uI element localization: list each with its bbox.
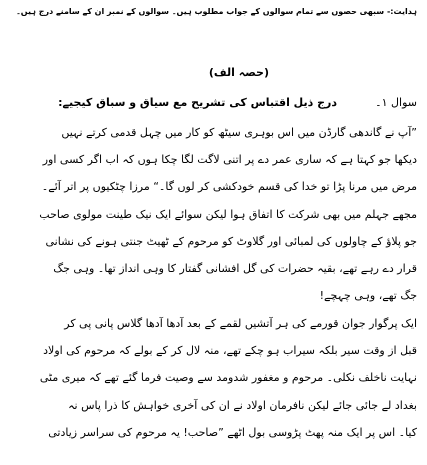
passage-line: جگ تھے، وہی چہچے! [319,289,417,302]
passage-line: ”آپ نے گاندھی گارڈن میں اس بوہری سیٹھ کو کار میں چہل قدمی کرتے نہیں [61,126,417,139]
passage-line: مجھے جہلم میں بھی شرکت کا اتفاق ہوا لیکن سوائے ایک نیک طینت مولوی صاحب [39,208,417,221]
section-heading: (حصہ الف) [208,66,269,79]
question-number: سوال ۱۔ [375,96,417,109]
passage-line: قرار دے رہے تھے، بقیہ حضرات کی گل افشانی گفتار کا وہی انداز تھا۔ وہی جگ [53,262,417,275]
passage-line: کیا۔ اس پر ایک منہ پھٹ پڑوسی بول اٹھے ”صاحب! یہ مرحوم کی سراسر زیادتی [48,426,417,439]
passage-line: قبل از وقت سیر بلکہ سیراب ہو چکے تھے، منہ لال کر کے بولے کہ مرحوم کی اولاد [43,344,417,357]
question-prompt: درج ذیل اقتباس کی تشریح مع سیاق و سباق کیجیے: [58,96,337,109]
passage-line: مرض میں مرنا پڑا تو خدا کی قسم خودکشی کر لوں گا۔“ مرزا چٹکیوں پر اتر آئے۔ [41,180,417,193]
passage-line: بغداد لے جائی جائے لیکن نافرمان اولاد نے ان کی آخری خواہش کا ذرا پاس نہ [68,399,417,412]
instructions-line: ہدایت:- سبھی حصوں سے تمام سوالوں کے جواب مطلوب ہیں۔ سوالوں کے نمبر ان کے سامنے درج ہیں۔ [16,7,417,16]
passage-line: جو پلاؤ کے چاولوں کی لمبائی اور گلاوٹ کو مرحوم کے ٹھیٹ جنتی ہونے کی نشانی [45,235,417,248]
passage-line: نہایت ناخلف نکلی۔ مرحوم و مغفور شدومد سے وصیت فرما گئے تھے کہ میری مٹی [39,371,417,384]
passage-line: دیکھا جو کہتا ہے کہ ساری عمر دے پر اتنی لاگت لگا چکا ہوں کہ اب اگر کسی اور [42,153,417,166]
passage-line: ایک پرگوار جوان قورمے کی ہر آتشیں لقمے کے بعد آدھا آدھا گلاس پانی پی کر [64,317,417,330]
